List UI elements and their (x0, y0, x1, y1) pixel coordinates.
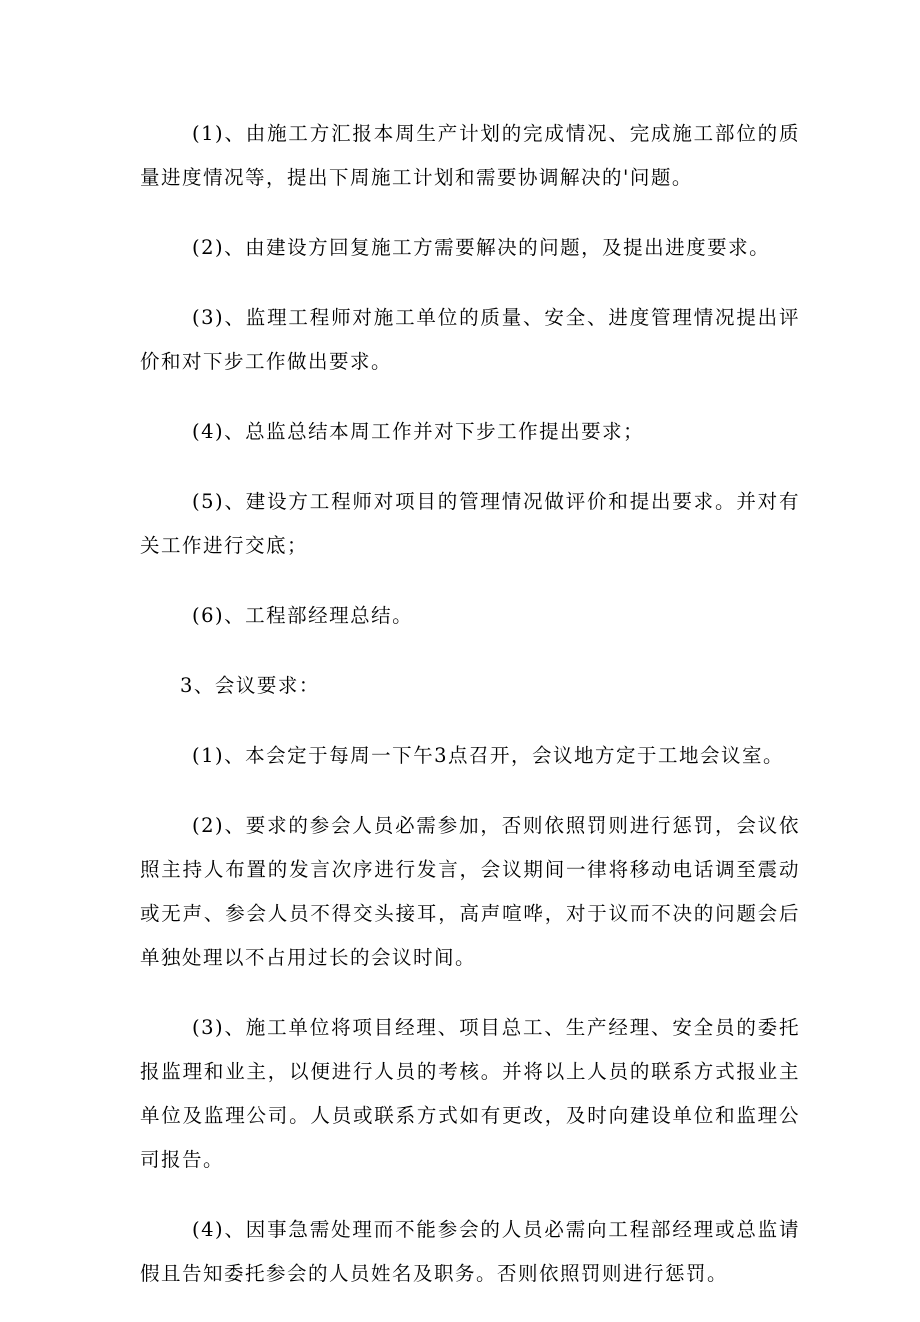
paragraph-item-4: (4)、总监总结本周工作并对下步工作提出要求； (192, 420, 645, 443)
paragraph-item-6: (6)、工程部经理总结。 (192, 604, 414, 627)
requirement-item-3: (3)、施工单位将项目经理、项目总工、生产经理、安全员的委托报监理和业主，以便进行人员的考核。并将以上人员的联系方式报业主单位及监理公司。人员或联系方式如有更改，及时向建设单位和监理公司报告。 (140, 1016, 800, 1171)
section-heading-meeting-requirements: 3、会议要求： (180, 674, 320, 697)
paragraph-item-5: (5)、建设方工程师对项目的管理情况做评价和提出要求。并对有关工作进行交底； (140, 490, 800, 557)
paragraph-item-2: (2)、由建设方回复施工方需要解决的问题，及提出进度要求。 (192, 236, 771, 259)
requirement-item-4: (4)、因事急需处理而不能参会的人员必需向工程部经理或总监请假且告知委托参会的人员姓名及职务。否则依照罚则进行惩罚。 (140, 1218, 800, 1285)
requirement-item-2: (2)、要求的参会人员必需参加，否则依照罚则进行惩罚，会议依照主持人布置的发言次序进行发言，会议期间一律将移动电话调至震动或无声、参会人员不得交头接耳，高声喧哗，对于议而不决的问题会后单独处理以不占用过长的会议时间。 (140, 814, 800, 969)
paragraph-item-1: (1)、由施工方汇报本周生产计划的完成情况、完成施工部位的质量进度情况等，提出下周施工计划和需要协调解决的'问题。 (140, 122, 800, 189)
document-body (140, 112, 800, 1322)
paragraph-item-3: (3)、监理工程师对施工单位的质量、安全、进度管理情况提出评价和对下步工作做出要求。 (140, 306, 800, 373)
requirement-item-1: (1)、本会定于每周一下午3点召开，会议地方定于工地会议室。 (192, 744, 785, 767)
